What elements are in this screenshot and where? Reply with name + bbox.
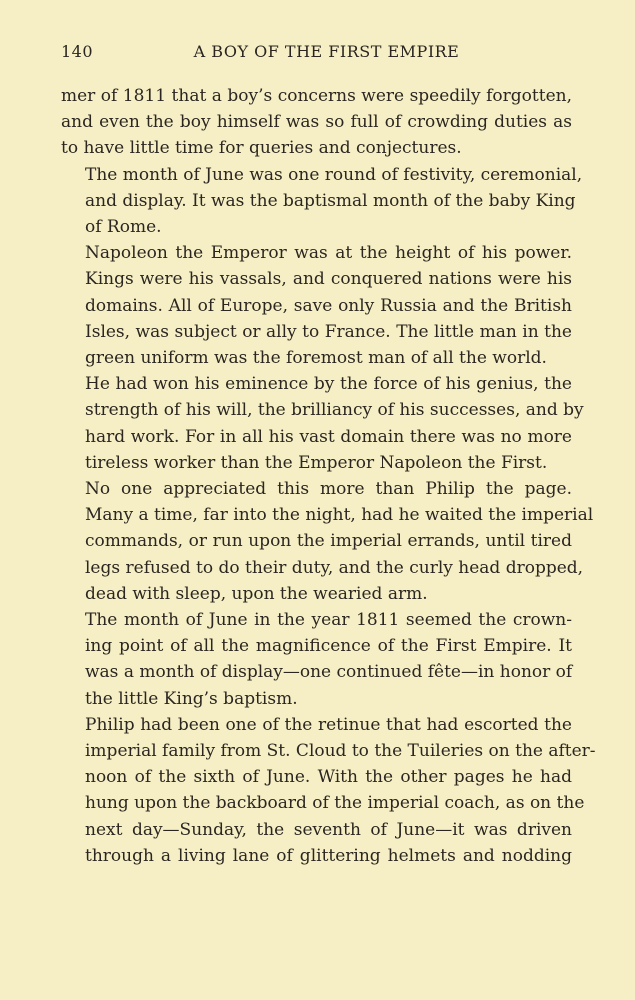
text-line: through a living lane of glittering helmets and nodding: [85, 845, 572, 866]
text-line: and display. It was the baptismal month of the baby King: [85, 190, 576, 211]
text-line: The month of June in the year 1811 seemed the crown-: [85, 610, 572, 631]
running-title: A BOY OF THE FIRST EMPIRE: [193, 42, 460, 61]
text-line: to have little time for queries and conjectures.: [61, 138, 462, 159]
text-line: mer of 1811 that a boy’s concerns were speedily forgotten,: [61, 86, 572, 106]
text-line: ing point of all the magnificence of the First Empire. It: [85, 636, 572, 657]
text-line: and even the boy himself was so full of crowding duties as: [61, 112, 572, 133]
text-line: tireless worker than the Emperor Napoleon the First.: [85, 452, 548, 473]
page-header: [61, 42, 574, 66]
paragraph: [61, 371, 584, 476]
text-line: Isles, was subject or ally to France. The little man in the: [85, 321, 572, 342]
text-line: hard work. For in all his vast domain there was no more: [85, 426, 572, 447]
text-line: He had won his eminence by the force of his genius, the: [85, 374, 572, 395]
text-line: strength of his will, the brilliancy of his successes, and by: [85, 400, 584, 421]
text-line: commands, or run upon the imperial errands, until tired: [85, 531, 572, 552]
text-line: the little King’s baptism.: [85, 688, 298, 709]
paragraph: [61, 83, 572, 162]
paragraph: [61, 476, 594, 607]
text-line: Napoleon the Emperor was at the height of his power.: [85, 243, 572, 264]
paragraph: [61, 607, 572, 712]
text-line: noon of the sixth of June. With the other pages he had: [85, 767, 572, 788]
text-line: domains. All of Europe, save only Russia and the British: [85, 295, 572, 316]
page-number: 140: [61, 42, 94, 61]
text-line: Kings were his vassals, and conquered nations were his: [85, 269, 572, 290]
text-line: next day—Sunday, the seventh of June—it was driven: [85, 819, 572, 840]
text-line: Philip had been one of the retinue that had escorted the: [85, 714, 572, 735]
text-line: hung upon the backboard of the imperial coach, as on the: [85, 793, 585, 814]
text-line: of Rome.: [85, 217, 162, 238]
text-line: green uniform was the foremost man of all the world.: [85, 348, 547, 369]
text-line: imperial family from St. Cloud to the Tuileries on the after-: [85, 741, 596, 762]
text-line: Many a time, far into the night, had he waited the imperial: [85, 505, 594, 526]
paragraph: [61, 240, 572, 371]
text-line: No one appreciated this more than Philip the page.: [85, 479, 572, 500]
text-line: dead with sleep, upon the wearied arm.: [85, 583, 428, 604]
text-line: The month of June was one round of festivity, ceremonial,: [85, 164, 583, 185]
paragraph: [61, 712, 596, 869]
paragraph: [61, 162, 583, 241]
body-text: [61, 83, 596, 869]
text-line: legs refused to do their duty, and the curly head dropped,: [85, 557, 584, 578]
text-line: was a month of display—one continued fête—in honor of: [85, 662, 573, 683]
